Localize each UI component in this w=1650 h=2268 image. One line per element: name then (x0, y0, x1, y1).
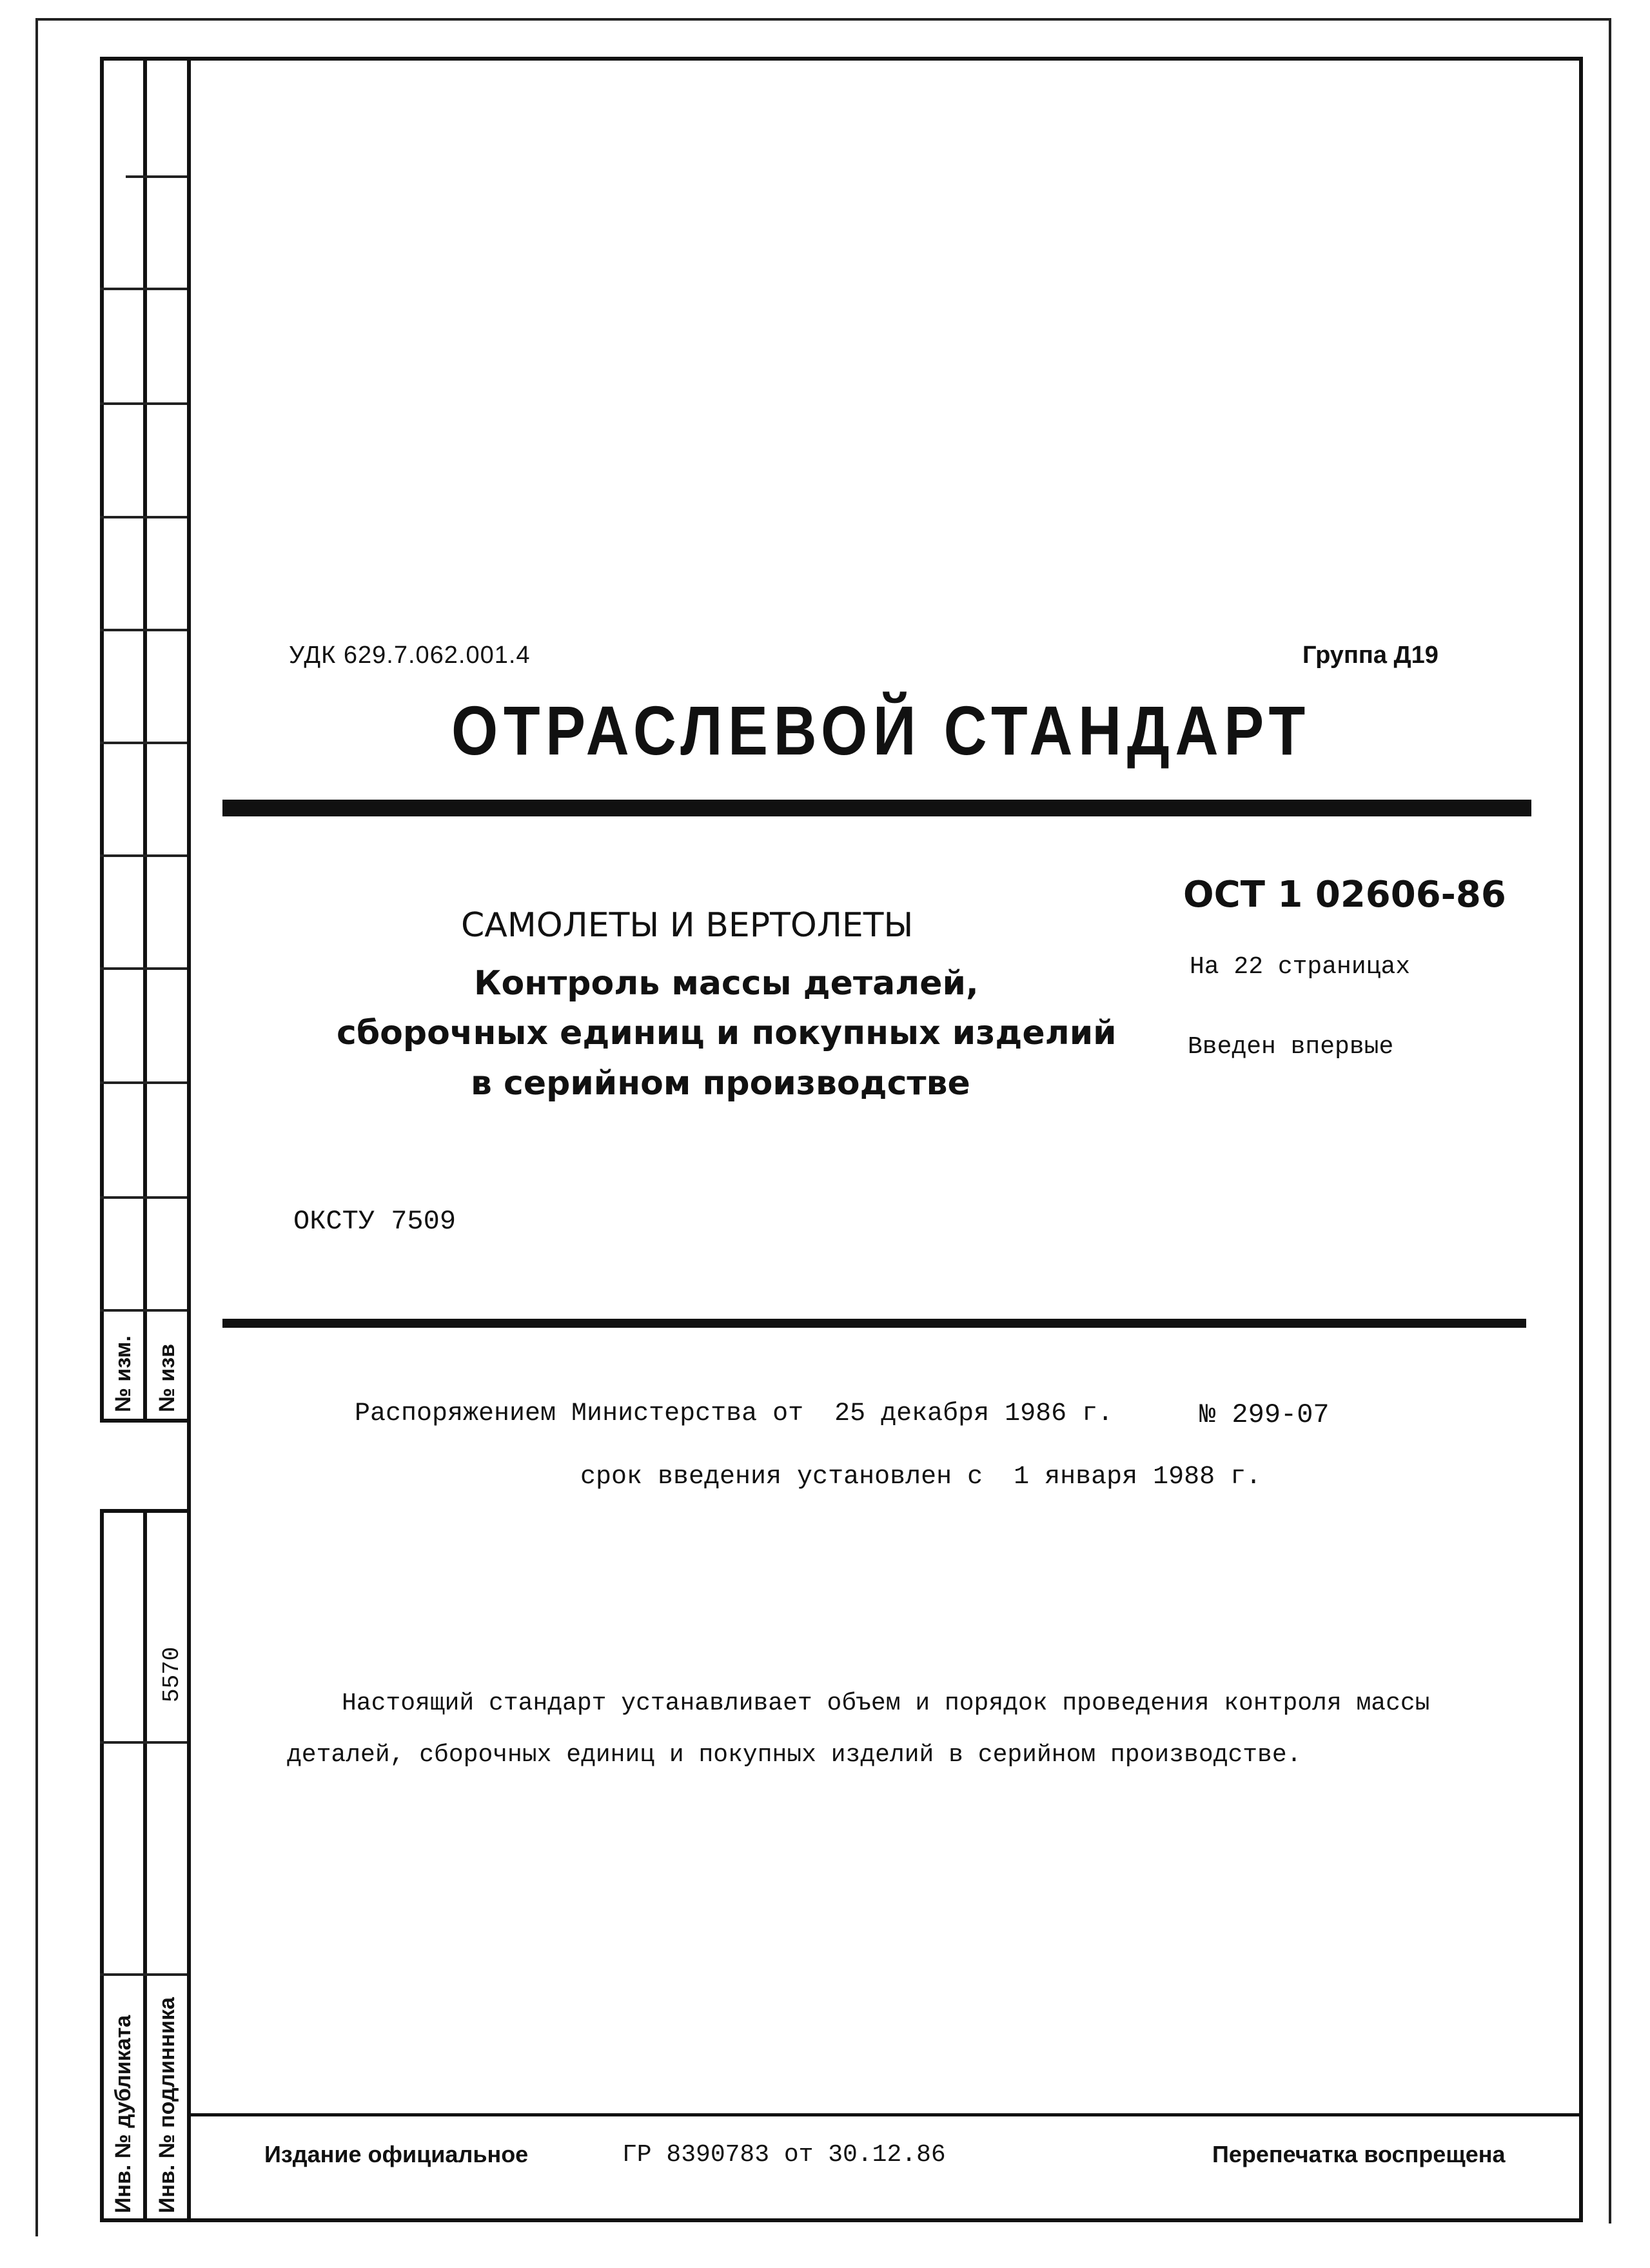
footer-reprint: Перепечатка воспрещена (1212, 2141, 1506, 2167)
margin-tick (100, 854, 187, 857)
order-line1: Распоряжением Министерства от 25 декабря 1986 г. (355, 1399, 1114, 1428)
footer-rule (187, 2113, 1583, 2116)
margin-izm-label: № изм. (111, 1336, 135, 1412)
page-border-top (35, 18, 1609, 21)
order-number: № 299-07 (1199, 1399, 1330, 1430)
margin-izv-label: № изв (155, 1343, 179, 1412)
body-paragraph-line1: Настоящий стандарт устанавливает объем и порядок проведения контроля массы (342, 1690, 1430, 1717)
margin-tick (100, 516, 187, 518)
margin-tick (100, 1973, 187, 1976)
margin-tick (100, 1081, 187, 1084)
margin-col-1 (100, 57, 104, 1421)
frame-bottom (100, 2218, 1583, 2222)
page-border-right (1609, 18, 1611, 2224)
margin-dup-label: Инв. № дубликата (111, 2015, 135, 2213)
margin-number: 5570 (159, 1646, 185, 1702)
standard-status: Введен впервые (1188, 1033, 1394, 1061)
frame-left (187, 57, 191, 2222)
margin-col-2 (143, 57, 147, 1421)
margin-tick (100, 1309, 187, 1312)
standard-pages: На 22 страницах (1190, 953, 1411, 981)
margin-tick (126, 175, 187, 178)
title-rule (222, 800, 1531, 816)
footer-registration: ГР 8390783 от 30.12.86 (622, 2141, 946, 2169)
group-code: Группа Д19 (1302, 642, 1439, 669)
margin-tick (100, 629, 187, 631)
page-title: ОТРАСЛЕВОЙ СТАНДАРТ (451, 691, 1311, 769)
udk-code: УДК 629.7.062.001.4 (289, 642, 531, 669)
margin-col-1b (100, 1509, 104, 2222)
margin-block2-start (100, 1509, 187, 1513)
page-border-left (35, 18, 38, 2236)
margin-tick (100, 402, 187, 405)
standard-line2: Контроль массы деталей, (474, 964, 979, 1003)
margin-tick (100, 288, 187, 290)
standard-line1: САМОЛЕТЫ И ВЕРТОЛЕТЫ (461, 906, 914, 945)
order-rule (222, 1319, 1526, 1328)
margin-tick (100, 742, 187, 744)
margin-orig-label: Инв. № подлинника (155, 1997, 179, 2213)
okstu-code: ОКСТУ 7509 (293, 1206, 457, 1237)
frame-right (1579, 57, 1583, 2222)
order-line2: срок введения установлен с 1 января 1988 г. (580, 1463, 1262, 1492)
footer-edition: Издание официальное (264, 2141, 529, 2167)
standard-code: ОСТ 1 02606-86 (1183, 874, 1506, 916)
standard-line4: в серийном производстве (471, 1064, 970, 1103)
margin-tick (100, 1741, 187, 1744)
margin-block-end (100, 1419, 187, 1423)
margin-tick (100, 967, 187, 970)
standard-line3: сборочных единиц и покупных изделий (337, 1014, 1117, 1052)
frame-top (100, 57, 1583, 61)
margin-tick (100, 1196, 187, 1199)
body-paragraph-line2: деталей, сборочных единиц и покупных изделий в серийном производстве. (287, 1741, 1302, 1769)
margin-col-2b (143, 1509, 147, 2222)
